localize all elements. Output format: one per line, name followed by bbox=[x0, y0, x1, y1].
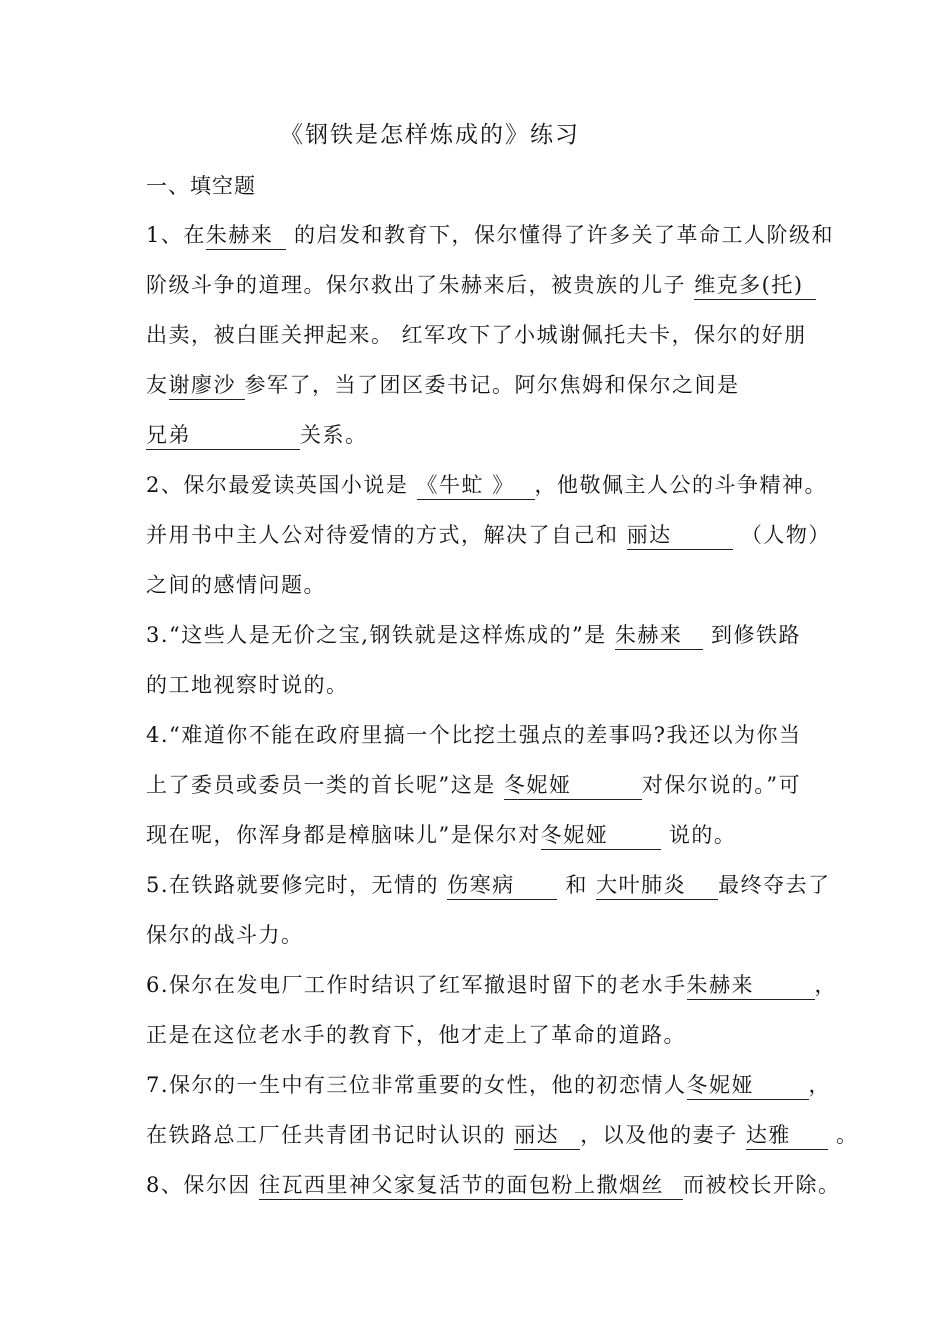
answer-blank: 《牛虻 》 bbox=[417, 471, 535, 500]
question-text: 友 bbox=[146, 373, 169, 397]
answer-blank: 达雅 bbox=[746, 1121, 828, 1150]
question-text: 之间的感情问题。 bbox=[146, 573, 326, 597]
question-text: ，以及他的妻子 bbox=[580, 1123, 746, 1147]
question-text: 保尔的战斗力。 bbox=[146, 923, 304, 947]
question-text: 说的。 bbox=[660, 823, 737, 847]
question-text: ，他敬佩主人公的斗争精神。 bbox=[534, 473, 828, 497]
question-text: 和 bbox=[557, 873, 597, 897]
question-line bbox=[146, 270, 816, 300]
question-text: 。 bbox=[827, 1123, 859, 1147]
question-text: 现在呢，你浑身都是樟脑味儿”是保尔对 bbox=[146, 823, 541, 847]
question-text: 2、保尔最爱读英国小说是 bbox=[146, 473, 417, 497]
question-line bbox=[146, 520, 831, 550]
question-text: 4.“难道你不能在政府里搞一个比挖土强点的差事吗?我还以为你当 bbox=[146, 723, 802, 747]
question-text: 6.保尔在发电厂工作时结识了红军撤退时留下的老水手 bbox=[146, 973, 687, 997]
question-line bbox=[146, 220, 834, 250]
question-line bbox=[146, 870, 831, 900]
answer-blank: 谢廖沙 bbox=[169, 371, 245, 400]
question-text: 7.保尔的一生中有三位非常重要的女性，他的初恋情人 bbox=[146, 1073, 687, 1097]
question-text: 并用书中主人公对待爱情的方式，解决了自己和 bbox=[146, 523, 627, 547]
question-text: 最终夺去了 bbox=[718, 873, 831, 897]
question-line bbox=[146, 370, 740, 400]
question-line bbox=[146, 620, 801, 650]
question-line bbox=[146, 1070, 831, 1100]
question-text: 上了委员或委员一类的首长呢”这是 bbox=[146, 773, 504, 797]
answer-blank: 丽达 bbox=[627, 521, 733, 550]
question-text: 阶级斗争的道理。保尔救出了朱赫来后，被贵族的儿子 bbox=[146, 273, 695, 297]
question-text: （人物） bbox=[732, 523, 831, 547]
question-text: 8、保尔因 bbox=[146, 1173, 260, 1197]
question-line bbox=[146, 1020, 686, 1050]
question-line bbox=[146, 920, 304, 950]
question-text: 3.“这些人是无价之宝,钢铁就是这样炼成的”是 bbox=[146, 623, 615, 647]
question-line bbox=[146, 820, 736, 850]
question-line bbox=[146, 570, 326, 600]
answer-blank: 维克多(托) bbox=[694, 271, 816, 300]
question-text: 出卖，被白匪关押起来。 红军攻下了小城谢佩托夫卡，保尔的好朋 bbox=[146, 323, 807, 347]
answer-blank: 冬妮娅 bbox=[541, 821, 661, 850]
question-text: 关系。 bbox=[300, 423, 368, 447]
question-line bbox=[146, 470, 827, 500]
answer-blank: 冬妮娅 bbox=[687, 1071, 809, 1100]
question-text: 1、在 bbox=[146, 223, 206, 247]
answer-blank: 朱赫来 bbox=[206, 221, 286, 250]
question-text: 正是在这位老水手的教育下，他才走上了革命的道路。 bbox=[146, 1023, 686, 1047]
answer-blank: 兄弟 bbox=[146, 421, 300, 450]
question-text: ， bbox=[808, 1073, 832, 1097]
answer-blank: 丽达 bbox=[514, 1121, 580, 1150]
question-text: 5.在铁路就要修完时，无情的 bbox=[146, 873, 448, 897]
question-line bbox=[146, 970, 837, 1000]
page-title: 《钢铁是怎样炼成的》练习 bbox=[280, 122, 580, 148]
question-text: 参军了，当了团区委书记。阿尔焦姆和保尔之间是 bbox=[244, 373, 740, 397]
question-text: 在铁路总工厂任共青团书记时认识的 bbox=[146, 1123, 515, 1147]
question-line bbox=[146, 1170, 841, 1200]
question-line bbox=[146, 720, 802, 750]
answer-blank: 大叶肺炎 bbox=[596, 871, 718, 900]
question-text: 到修铁路 bbox=[702, 623, 802, 647]
answer-blank: 伤寒病 bbox=[447, 871, 557, 900]
question-line bbox=[146, 770, 801, 800]
question-text: 而被校长开除。 bbox=[683, 1173, 841, 1197]
question-text: 的启发和教育下，保尔懂得了许多关了革命工人阶级和 bbox=[285, 223, 835, 247]
question-line bbox=[146, 670, 349, 700]
answer-blank: 朱赫来 bbox=[687, 971, 815, 1000]
answer-blank: 朱赫来 bbox=[615, 621, 703, 650]
question-text: 对保尔说的。”可 bbox=[641, 773, 802, 797]
question-text: 的工地视察时说的。 bbox=[146, 673, 349, 697]
question-text: ， bbox=[814, 973, 838, 997]
question-line bbox=[146, 1120, 859, 1150]
question-line bbox=[146, 420, 368, 450]
question-line bbox=[146, 320, 807, 350]
answer-blank: 冬妮娅 bbox=[504, 771, 642, 800]
answer-blank: 往瓦西里神父家复活节的面包粉上撒烟丝 bbox=[259, 1171, 683, 1200]
section-heading: 一、填空题 bbox=[146, 174, 256, 198]
